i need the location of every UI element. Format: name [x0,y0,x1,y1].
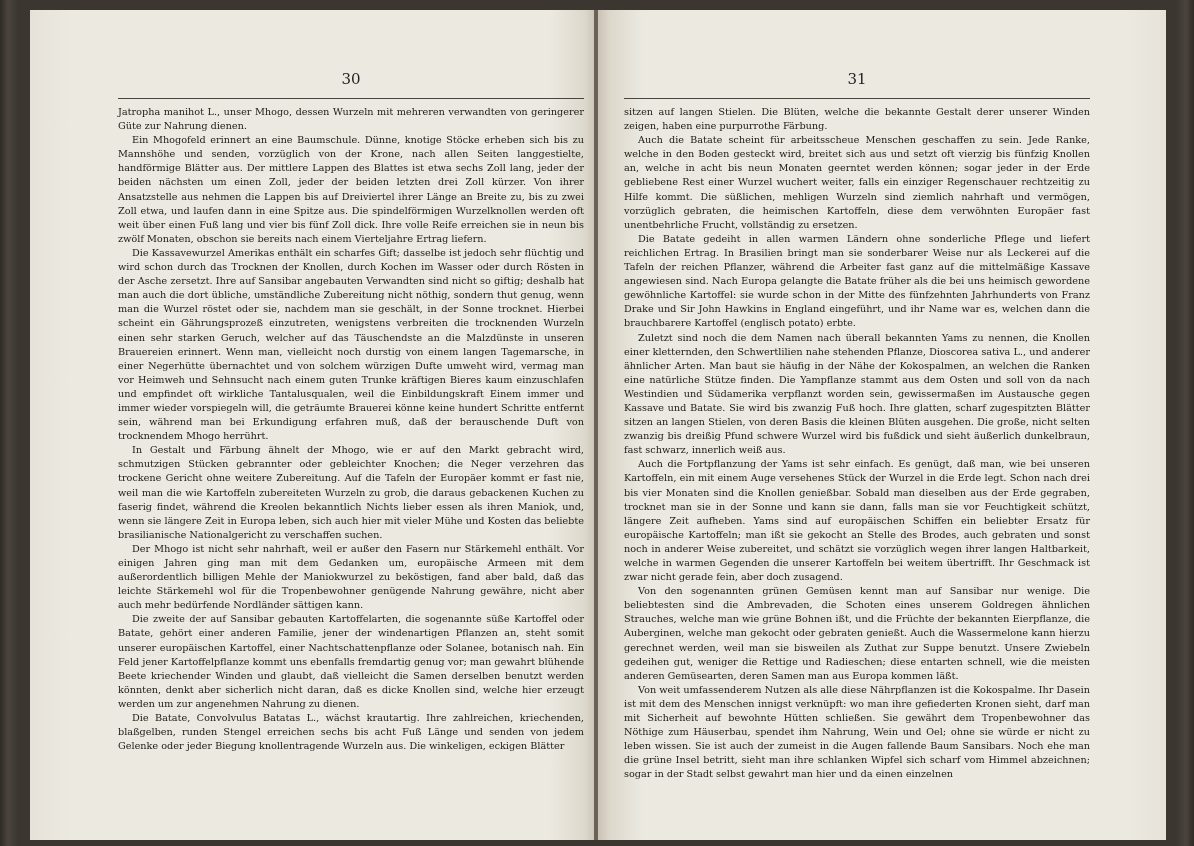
right-page [598,10,1166,840]
left-page-number: 30 [341,70,361,88]
paragraph: Die Batate gedeiht in allen warmen Ländern ohne sonderliche Pflege und liefert reichlichen Ertrag. In Brasilien bringt man sie sonderbarer Weise nur als Leckerei auf die Tafeln der reichen Pflanzer, während die Arbeiter fast ganz auf die mittelmäßige Kassave angewiesen sind. Nach Europa gelangte die Batate früher als die bei uns heimisch gewordene gewöhnliche Kartoffel: sie wurde schon in der Mitte des fünfzehnten Jahrhunderts von Franz Drake und Sir John Hawkins in England eingeführt, und ihr Name war es, welchen dann die brauchbarere Kartoffel (englisch potato) erbte. [624,233,1090,330]
paragraph: Von den sogenannten grünen Gemüsen kennt man auf Sansibar nur wenige. Die beliebtesten sind die Ambrevaden, die Schoten eines unserem Goldregen ähnlichen Strauches, welche man wie grüne Bohnen ißt, und die Früchte der bekannten Eierpflanze, die Auberginen, welche man gekocht oder gebraten genießt. Auch die Wassermelone kann hierzu gerechnet werden, weil man sie bisweilen als Zuthat zur Suppe benutzt. Unsere Zwiebeln gedeihen gut, weniger die Rettige und Radieschen; diese entarten schnell, wie die meisten anderen Gemüsearten, deren Samen man aus Europa kommen läßt. [624,586,1090,682]
paragraph: Jatropha manihot L., unser Mhogo, dessen Wurzeln mit mehreren verwandten von geringerer Güte zur Nahrung dienen. [118,107,584,133]
paragraph: Zuletzt sind noch die dem Namen nach überall bekannten Yams zu nennen, die Knollen einer kletternden, den Schwertlilien nahe stehenden Pflanze, Dioscorea sativa L., und anderer ähnlicher Arten. Man baut sie häufig in der Nähe der Kokospalmen, an welchen die Ranken eine natürliche Stütze finden. Die Yampflanze stammt aus dem Osten und soll von da nach Westindien und Südamerika verpflanzt worden sein, gewissermaßen im Austausche gegen Kassave und Batate. Sie wird bis zwanzig Fuß hoch. Ihre glatten, scharf zugespitzten Blätter sitzen an langen Stielen, von deren Basis die kleinen Blüten ausgehen. Die große, nicht selten zwanzig bis dreißig Pfund schwere Wurzel wird bis fußdick und sieht äußerlich dunkelbraun, fast schwarz, innerlich weiß aus. [624,332,1090,457]
paragraph: Die Batate, Convolvulus Batatas L., wächst krautartig. Ihre zahlreichen, kriechenden, blaßgelben, runden Stengel erreichen sechs bis acht Fuß Länge und senden von jedem Gelenke oder jeder Biegung knollentragende Wurzeln aus. Die winkeligen, eckigen Blätter [118,713,584,753]
paragraph: Von weit umfassenderem Nutzen als alle diese Nährpflanzen ist die Kokospalme. Ihr Dasein ist mit dem des Menschen innigst verknüpft: wo man ihre gefiederten Kronen sieht, darf man mit Sicherheit auf bewohnte Hütten schließen. Sie gewährt dem Tropenbewohner das Nöthige zum Häuserbau, spendet ihm Nahrung, Wein und Oel; ohne sie würde er nicht zu leben wissen. Sie ist auch der zumeist in die Augen fallende Baum Sansibars. Noch ehe man die grüne Insel betritt, sieht man ihre schlanken Wipfel sich scharf vom Himmel abzeichnen; sogar in der Stadt selbst gewahrt man hier und da einen einzelnen [624,684,1091,781]
paragraph: Auch die Fortpflanzung der Yams ist sehr einfach. Es genügt, daß man, wie bei unseren Kartoffeln, ein mit einem Auge versehenes Stück der Wurzel in die Erde legt. Schon nach drei bis vier Monaten sind die Knollen genießbar. Sobald man dieselben aus der Erde gegraben, trocknet man sie in der Sonne und kann sie dann, falls man sie vor Feuchtigkeit schützt, längere Zeit aufheben. Yams sind auf europäischen Schiffen ein beliebter Ersatz für europäische Kartoffeln; man ißt sie gekocht an Stelle des Brodes, auch gebraten und sonst noch in anderer Weise zubereitet, und schätzt sie vorzüglich wegen ihrer langen Haltbarkeit, welche in warmen Gegenden die unserer Kartoffeln bei weitem übertrifft. Ihr Geschmack ist zwar nicht gerade fein, aber doch zusagend. [624,459,1090,584]
left-page-text [118,106,584,754]
paragraph: Die Kassavewurzel Amerikas enthält ein scharfes Gift; dasselbe ist jedoch sehr flüchtig und wird schon durch das Trocknen der Knollen, durch Kochen im Wasser oder durch Rösten in der Asche zersetzt. Ihre auf Sansibar angebauten Verwandten sind nicht so giftig; deshalb hat man auch die dort übliche, umständliche Zubereitung nicht nöthig, sondern thut genug, wenn man die Wurzel röstet oder sie, nachdem man sie geschält, in der Sonne trocknet. Hierbei scheint ein Gährungsprozeß einzutreten, wenigstens verbreiten die trocknenden Wurzeln einen sehr starken Geruch, welcher auf das Täuschendste an die Malzdünste in unseren Brauereien erinnert. Wenn man, vielleicht noch durstig von einem langen Tagemarsche, in einer Negerhütte übernachtet und von solchem würzigen Dufte umweht wird, vermag man vor Heimweh und Sehnsucht nach einem guten Trunke kräftigen Bieres kaum einzuschlafen und empfindet oft wirkliche Tantalusqualen, weil die Einbildungskraft Einem immer und immer wieder vorspiegeln will, die geträumte Brauerei könne keine hundert Schritte entfernt sein, während man bei Erkundigung erfahren muß, daß der berauschende Duft von trocknendem Mhogo herrührt. [118,247,584,443]
right-page-number: 31 [847,70,867,88]
paragraph: sitzen auf langen Stielen. Die Blüten, welche die bekannte Gestalt derer unserer Winden zeigen, haben eine purpurrothe Färbung. [624,107,1090,133]
paragraph: Auch die Batate scheint für arbeitsscheue Menschen geschaffen zu sein. Jede Ranke, welche in den Boden gesteckt wird, breitet sich aus und setzt oft vierzig bis fünfzig Knollen an, welche in acht bis neun Monaten geerntet werden können; sogar jeder in der Erde gebliebene Rest einer Wurzel wuchert weiter, falls ein einziger Regenschauer rechtzeitig zu Hilfe kommt. Die süßlichen, mehligen Wurzeln sind ziemlich nahrhaft und vermögen, vorzüglich gebraten, die heimischen Kartoffeln, diese dem verwöhnten Europäer fast unentbehrliche Frucht, vollständig zu ersetzen. [624,135,1090,231]
paragraph: Ein Mhogofeld erinnert an eine Baumschule. Dünne, knotige Stöcke erheben sich bis zu Mannshöhe und senden, vorzüglich von der Krone, nach allen Seiten langgestielte, handförmige Blätter aus. Der mittlere Lappen des Blattes ist etwa sechs Zoll lang, jeder der beiden nächsten um einen Zoll, jeder der beiden letzten drei Zoll kürzer. Von ihrer Ansatzstelle aus nehmen die Lappen bis auf Dreiviertel ihrer Länge an Breite zu, bis zu zwei Zoll etwa, und laufen dann in eine Spitze aus. Die spindelförmigen Wurzelknollen werden oft weit über einen Fuß lang und vier bis fünf Zoll dick. Ihre volle Reife erreichen sie in neun bis zwölf Monaten, obschon sie bereits nach einem Vierteljahre Ertrag liefern. [118,135,584,245]
paragraph: In Gestalt und Färbung ähnelt der Mhogo, wie er auf den Markt gebracht wird, schmutzigen Stücken gebrannter oder gebleichter Knochen; die Neger verzehren das trockene Gericht ohne weitere Zubereitung. Auf die Tafeln der Europäer kommt er fast nie, weil man die wie Kartoffeln zubereiteten Wurzeln zu grob, die daraus gebackenen Kuchen zu faserig findet, während die Kreolen bekanntlich Nichts lieber essen als ihren Maniok, und, wenn sie längere Zeit in Europa leben, sich auch hier mit vieler Mühe und Kosten das beliebte brasilianische Nationalgericht zu verschaffen suchen. [118,445,584,541]
left-page [30,10,596,840]
paragraph: Die zweite der auf Sansibar gebauten Kartoffelarten, die sogenannte süße Kartoffel oder Batate, gehört einer anderen Familie, jener der windenartigen Pflanzen an, steht somit unserer europäischen Kartoffel, einer Nachtschattenpflanze oder Solanee, botanisch nah. Ein Feld jener Kartoffelpflanze kommt uns ebenfalls fremdartig genug vor; man gewahrt blühende Beete kriechender Winden und glaubt, daß vielleicht die Samen derselben benutzt werden könnten, denkt aber sicherlich nicht daran, daß es dicke Knollen sind, welche hier erzeugt werden um zur angenehmen Nahrung zu dienen. [118,614,584,710]
paragraph: Der Mhogo ist nicht sehr nahrhaft, weil er außer den Fasern nur Stärkemehl enthält. Vor einigen Jahren ging man mit dem Gedanken um, europäische Armeen mit dem außerordentlich billigen Mehle der Maniokwurzel zu beköstigen, fand aber bald, daß das leichte Stärkemehl wol für die Tropenbewohner genügende Nahrung gewähre, nicht aber auch mehr bedürfende Nordländer sättigen kann. [118,543,584,612]
right-page-text [624,106,1090,783]
